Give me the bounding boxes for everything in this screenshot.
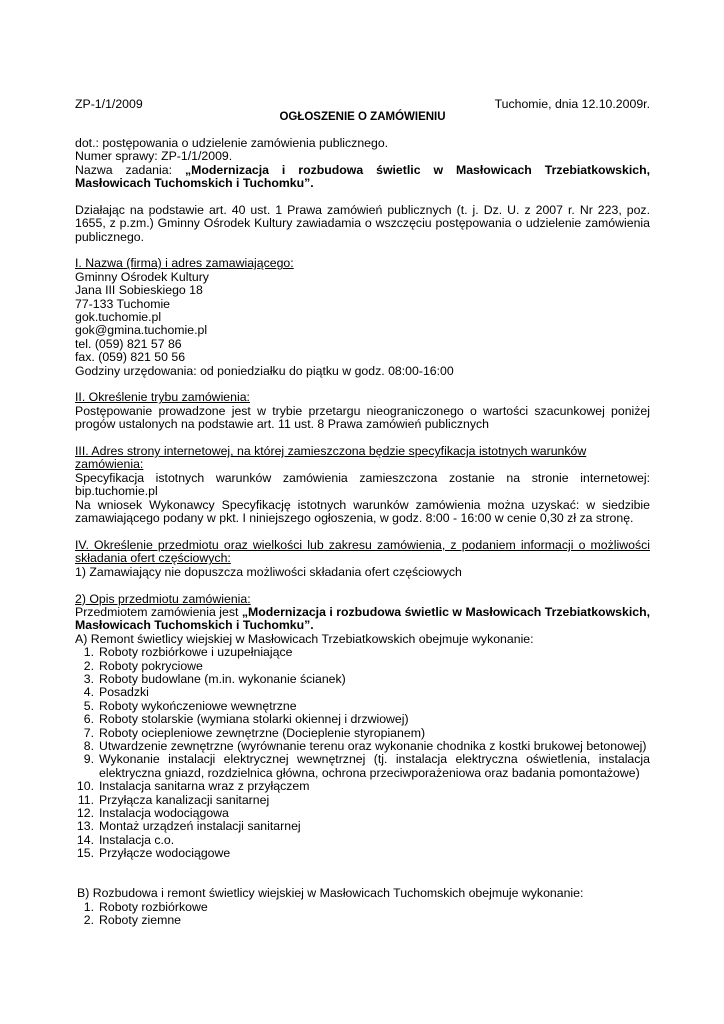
list-item [75, 646, 650, 659]
section3-line1: Specyfikacja istotnych warunków zamówienia zamieszczona zostanie na stronie internetowej: bip.tuchomie.pl [75, 470, 650, 499]
list-item [75, 740, 650, 753]
section2-heading: II. Określenie trybu zamówienia: [75, 390, 250, 405]
list-item-number: 1. [83, 645, 94, 660]
list-item [75, 847, 650, 860]
task-name-label: Nazwa zadania: [75, 162, 185, 177]
authority-phone: tel. (059) 821 57 86 [75, 336, 182, 351]
list-item-text: Instalacja c.o. [99, 832, 175, 847]
spacer [75, 526, 650, 539]
section2-text: Postępowanie prowadzone jest w trybie przetargu nieograniczonego o wartości szacunkowej poniżej progów ustalonych na podstawie art. 11 ust. 8 Prawa zamówień publicznych [75, 403, 650, 432]
list-item-text: Przyłącza kanalizacji sanitarnej [99, 792, 270, 807]
intro-task-name [75, 164, 650, 191]
part-b-list [75, 901, 650, 928]
spacer [75, 874, 650, 887]
subject-bold: „Modernizacja i rozbudowa świetlic w Masłowicach Trzebiatkowskich, Masłowicach Tuchomskich i Tuchomku”. [75, 604, 650, 633]
authority-name: Gminny Ośrodek Kultury [75, 269, 209, 284]
list-item-number: 7. [83, 725, 94, 740]
list-item-text: Wykonanie instalacji elektrycznej wewnętrznej (tj. instalacja elektryczna oświetlenia, instalacja elektryczna gniazd, rozdzielnica główna, ochrona przeciwporażeniowa oraz badania pomontażowe) [99, 752, 650, 780]
authority-fax: fax. (059) 821 50 56 [75, 350, 186, 365]
list-item-number: 15. [76, 846, 94, 861]
intro-legal-basis: Działając na podstawie art. 40 ust. 1 Prawa zamówień publicznych (t. j. Dz. U. z 2007 r. Nr 223, poz. 1655, z p.zm.) Gminny Ośrodek Kultury zawiadamia o wszczęciu postępowania o udzielenie zamówienia publicznego. [75, 202, 650, 244]
part-b-heading: B) Rozbudowa i remont świetlicy wiejskiej w Masłowicach Tuchomskich obejmuje wykonanie: [77, 886, 584, 901]
list-item-text: Instalacja sanitarna wraz z przyłączem [99, 779, 310, 794]
list-item-text: Przyłącze wodociągowe [99, 846, 231, 861]
section-contracting-authority [75, 257, 650, 378]
section4-subject-text [75, 606, 650, 633]
list-item-text: Posadzki [99, 685, 149, 700]
spacer [75, 579, 650, 592]
place-date: Tuchomie, dnia 12.10.2009r. [494, 97, 650, 111]
authority-hours: Godziny urzędowania: od poniedziałku do piątku w godz. 08:00-16:00 [75, 363, 454, 378]
list-item-number: 6. [83, 712, 94, 727]
reference-number: ZP-1/1/2009 [75, 97, 143, 111]
intro-dot: dot.: postępowania o udzielenie zamówienia publicznego. [75, 135, 389, 150]
section3-line2: Na wniosek Wykonawcy Specyfikację istotnych warunków zamówienia można uzyskać: w siedzibie zamawiającego podany w pkt. I niniejszego ogłoszenia, w godz. 8:00 - 16:00 w cenie 0,30 zł za stronę. [75, 497, 650, 526]
list-item-text: Roboty stolarskie (wymiana stolarki okiennej i drzwiowej) [99, 712, 409, 727]
section-subject [75, 539, 650, 928]
list-item [75, 753, 650, 780]
list-item-text: Roboty ziemne [99, 913, 182, 928]
list-item-number: 9. [83, 752, 94, 767]
list-item-number: 8. [83, 738, 94, 753]
list-item-text: Roboty wykończeniowe wewnętrzne [99, 698, 297, 713]
list-item-number: 2. [83, 913, 94, 928]
list-item-text: Roboty ociepleniowe zewnętrzne (Docieplenie styropianem) [99, 725, 426, 740]
spacer [75, 190, 650, 203]
list-item [75, 914, 650, 927]
list-item [75, 713, 650, 726]
list-item-text: Roboty budowlane (m.in. wykonanie ścianek) [99, 671, 346, 686]
spacer [75, 244, 650, 257]
section4-heading: IV. Określenie przedmiotu oraz wielkości lub zakresu zamówienia, z podaniem informacji o możliwości składania ofert częściowych: [75, 537, 650, 566]
list-item-number: 4. [83, 685, 94, 700]
section4-point2-heading: 2) Opis przedmiotu zamówienia: [75, 591, 251, 606]
document-page [75, 98, 650, 928]
authority-website: gok.tuchomie.pl [75, 310, 162, 325]
authority-street: Jana III Sobieskiego 18 [75, 283, 203, 298]
list-item-text: Utwardzenie zewnętrzne (wyrównanie terenu oraz wykonanie chodnika z kostki brukowej betonowej) [99, 738, 647, 753]
list-item [75, 727, 650, 740]
section4-point1: 1) Zamawiający nie dopuszcza możliwości składania ofert częściowych [75, 564, 462, 579]
list-item-number: 14. [76, 832, 94, 847]
list-item-number: 3. [83, 671, 94, 686]
spacer [75, 861, 650, 874]
list-item [75, 807, 650, 820]
list-item [75, 700, 650, 713]
list-item-number: 1. [83, 899, 94, 914]
list-item-text: Instalacja wodociągowa [99, 806, 229, 821]
intro-block [75, 137, 650, 244]
document-title: OGŁOSZENIE O ZAMÓWIENIU [279, 111, 446, 124]
list-item-text: Roboty rozbiórkowe i uzupełniające [99, 645, 293, 660]
list-item [75, 780, 650, 793]
list-item [75, 660, 650, 673]
list-item [75, 820, 650, 833]
intro-case-number: Numer sprawy: ZP-1/1/2009. [75, 149, 233, 164]
section1-heading: I. Nazwa (firma) i adres zamawiającego: [75, 256, 294, 271]
document-header [75, 98, 650, 111]
task-name-value: „Modernizacja i rozbudowa świetlic w Masłowicach Trzebiatkowskich, Masłowicach Tuchomskich i Tuchomku”. [75, 162, 650, 191]
list-item [75, 794, 650, 807]
list-item-number: 11. [77, 792, 94, 807]
authority-email: gok@gmina.tuchomie.pl [75, 323, 208, 338]
subject-prefix: Przedmiotem zamówienia jest [75, 604, 242, 619]
list-item-text: Roboty rozbiórkowe [99, 899, 208, 914]
list-item-number: 2. [83, 658, 94, 673]
section-website [75, 445, 650, 525]
list-item [75, 673, 650, 686]
list-item-number: 13. [76, 819, 94, 834]
spacer [75, 378, 650, 391]
list-item-text: Roboty pokryciowe [99, 658, 203, 673]
list-item-text: Montaż urządzeń instalacji sanitarnej [99, 819, 301, 834]
list-item [75, 686, 650, 699]
list-item [75, 834, 650, 847]
section-procedure-mode [75, 391, 650, 431]
list-item-number: 10. [76, 779, 94, 794]
list-item-number: 5. [83, 698, 94, 713]
list-item [75, 901, 650, 914]
part-a-list [75, 646, 650, 861]
spacer [75, 432, 650, 445]
section3-heading: III. Adres strony internetowej, na której zamieszczona będzie specyfikacja istotnych warunków zamówienia: [75, 444, 587, 472]
authority-city: 77-133 Tuchomie [75, 296, 171, 311]
part-a-heading: A) Remont świetlicy wiejskiej w Masłowicach Trzebiatkowskich obejmuje wykonanie: [75, 631, 534, 646]
list-item-number: 12. [76, 806, 94, 821]
